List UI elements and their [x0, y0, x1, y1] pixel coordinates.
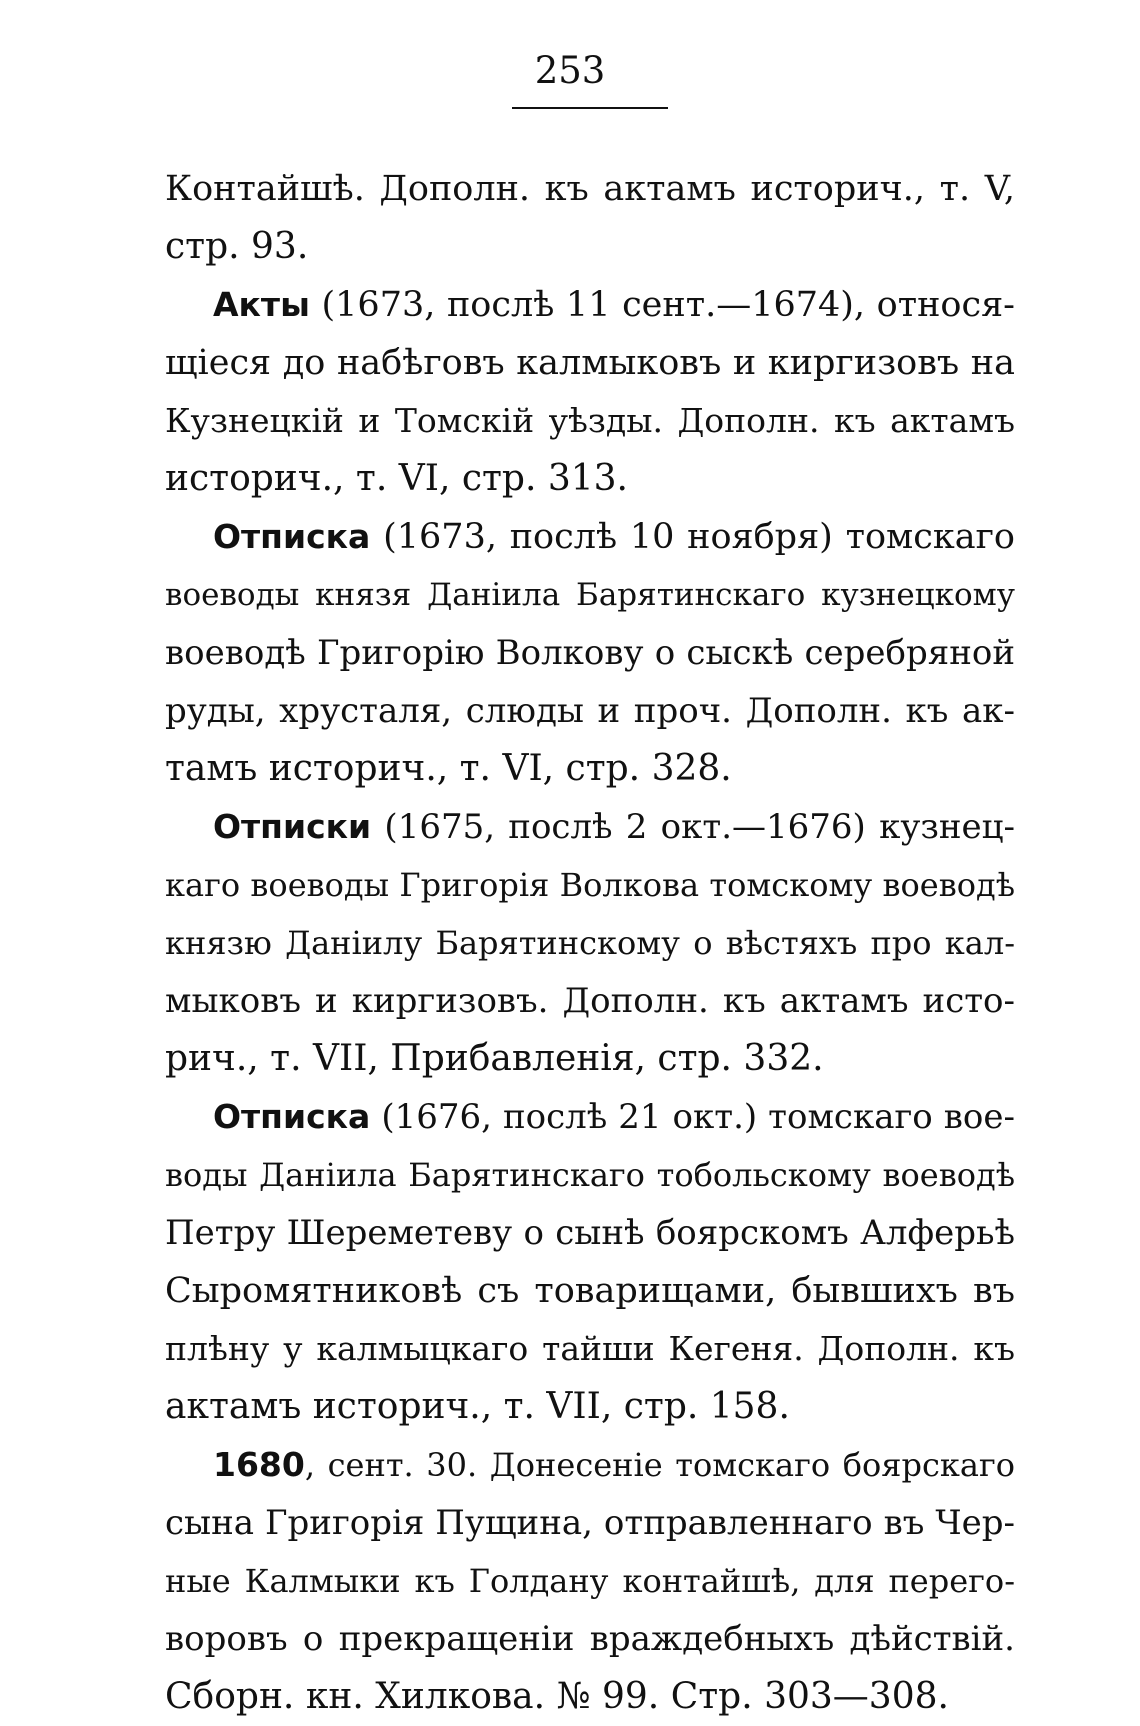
text-line: [165, 1552, 1015, 1610]
line-text: мыковъ и киргизовъ. Дополн. къ актамъ исто-: [165, 981, 1015, 1021]
text-line: [165, 798, 1015, 856]
bibliography-entry: [165, 508, 1015, 798]
text-line: [165, 682, 1015, 740]
line-text: Петру Шереметеву о сынѣ боярскомъ Алферьѣ: [165, 1213, 1015, 1253]
bibliography-entry: [165, 1088, 1015, 1436]
line-text: стр. 93.: [165, 226, 309, 267]
page-number-rule: [512, 107, 668, 109]
body-text: [165, 160, 1015, 1726]
text-line: [165, 276, 1015, 334]
entry-heading: Акты: [213, 285, 310, 324]
text-line: [165, 334, 1015, 392]
line-text: (1673, послѣ 10 ноября) томскаго: [370, 517, 1015, 557]
text-line: [165, 1146, 1015, 1204]
entry-heading: Отписки: [213, 807, 372, 846]
text-line: [165, 1204, 1015, 1262]
text-line: [165, 914, 1015, 972]
line-text: Сборн. кн. Хилкова. № 99. Стр. 303—308.: [165, 1676, 949, 1717]
line-text: Кузнецкій и Томскій уѣзды. Дополн. къ актамъ: [165, 401, 1015, 440]
entry-heading: Отписка: [213, 517, 371, 556]
line-text: историч., т. VI, стр. 313.: [165, 458, 628, 499]
text-line: [165, 218, 1015, 276]
bibliography-entry: [165, 276, 1015, 508]
line-text: ные Калмыки къ Голдану контайшѣ, для перего-: [165, 1562, 1015, 1600]
text-line: [165, 856, 1015, 914]
line-text: воровъ о прекращеніи враждебныхъ дѣйствій.: [165, 1619, 1015, 1659]
line-text: Сыромятниковѣ съ товарищами, бывшихъ въ: [165, 1271, 1015, 1311]
line-text: тамъ историч., т. VI, стр. 328.: [165, 748, 732, 789]
text-line: [165, 624, 1015, 682]
bibliography-entry: [165, 160, 1015, 276]
line-text: князю Даніилу Барятинскому о вѣстяхъ про кал-: [165, 924, 1015, 962]
line-text: каго воеводы Григорія Волкова томскому воеводѣ: [165, 866, 1015, 904]
text-line: [165, 972, 1015, 1030]
text-line: [165, 1494, 1015, 1552]
entry-heading: Отписка: [213, 1097, 371, 1136]
line-text: рич., т. VII, Прибавленія, стр. 332.: [165, 1038, 824, 1079]
page-number: 253: [534, 49, 606, 92]
line-text: (1676, послѣ 21 окт.) томскаго вое-: [370, 1097, 1015, 1137]
text-line: [165, 566, 1015, 624]
text-line: [165, 740, 1015, 798]
text-line: [165, 1030, 1015, 1088]
text-line: [165, 1436, 1015, 1494]
text-line: [165, 1610, 1015, 1668]
text-line: [165, 160, 1015, 218]
line-text: воеводѣ Григорію Волкову о сыскѣ серебряной: [165, 633, 1015, 673]
line-text: (1675, послѣ 2 окт.—1676) кузнец-: [371, 807, 1015, 847]
text-line: [165, 392, 1015, 450]
text-line: [165, 1262, 1015, 1320]
line-text: Контайшѣ. Дополн. къ актамъ историч., т. V,: [165, 169, 1015, 209]
line-text: плѣну у калмыцкаго тайши Кегеня. Дополн. къ: [165, 1329, 1015, 1368]
text-line: [165, 1668, 1015, 1726]
line-text: (1673, послѣ 11 сент.—1674), относя-: [309, 285, 1015, 325]
text-line: [165, 1378, 1015, 1436]
entry-heading: 1680: [213, 1445, 305, 1484]
text-line: [165, 1088, 1015, 1146]
line-text: сына Григорія Пущина, отправленнаго въ Чер-: [165, 1503, 1015, 1543]
line-text: воеводы князя Даніила Барятинскаго кузнецкому: [165, 577, 1015, 613]
line-text: актамъ историч., т. VII, стр. 158.: [165, 1386, 790, 1427]
line-text: руды, хрусталя, слюды и проч. Дополн. къ ак-: [165, 691, 1015, 731]
bibliography-entry: [165, 798, 1015, 1088]
line-text: воды Даніила Барятинскаго тобольскому воеводѣ: [165, 1156, 1015, 1194]
line-text: , сент. 30. Донесеніе томскаго боярскаго: [304, 1446, 1015, 1484]
text-line: [165, 508, 1015, 566]
text-line: [165, 450, 1015, 508]
line-text: щіеся до набѣговъ калмыковъ и киргизовъ на: [165, 343, 1015, 383]
text-line: [165, 1320, 1015, 1378]
bibliography-entry: [165, 1436, 1015, 1726]
